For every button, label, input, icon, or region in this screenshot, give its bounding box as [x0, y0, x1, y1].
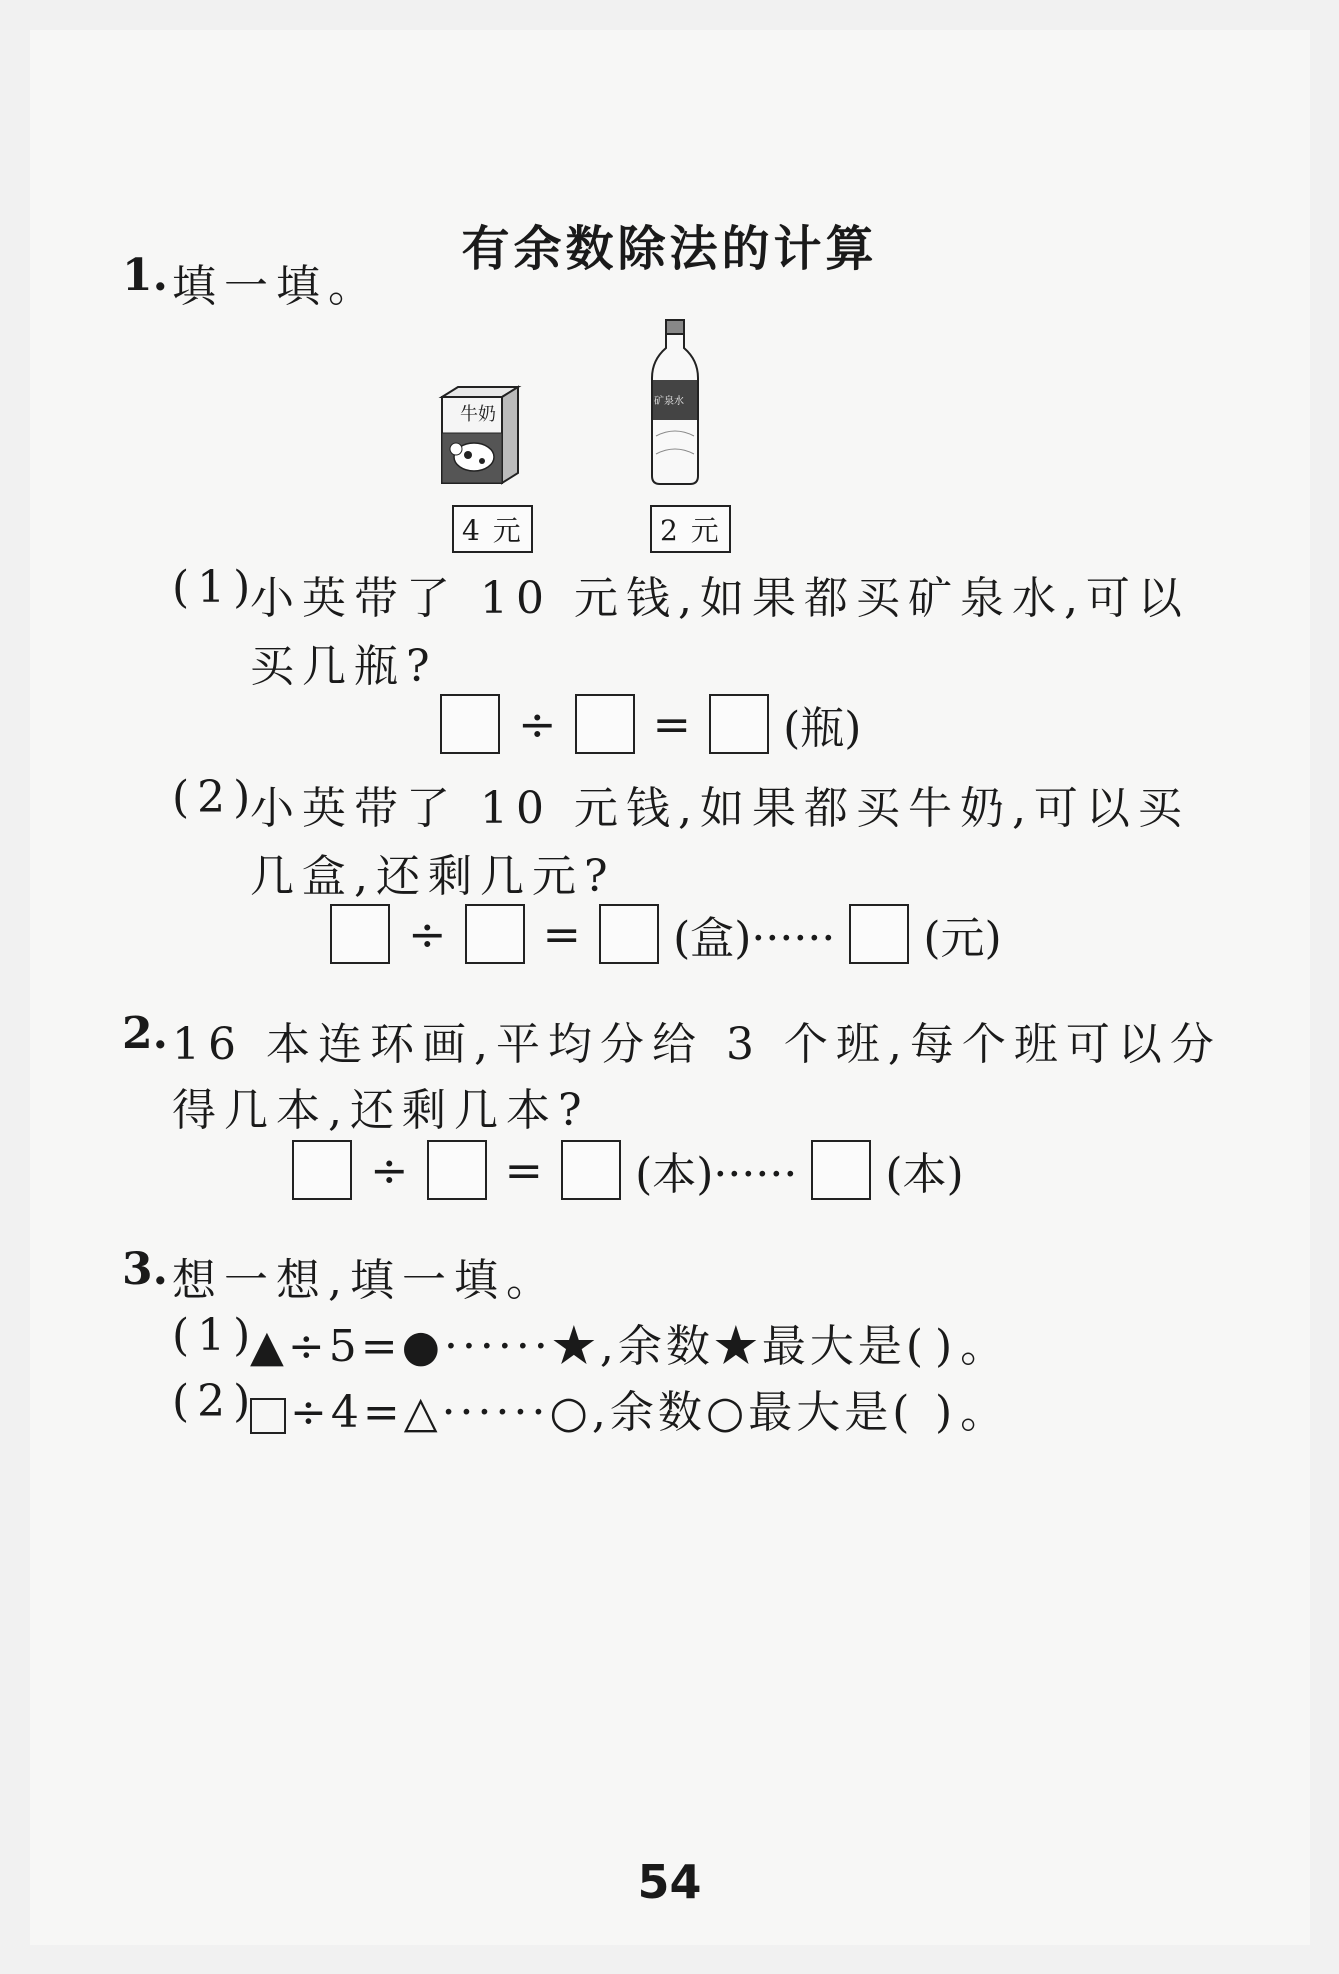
q3-sub2-line	[250, 1376, 913, 1440]
milk-price: 4 元	[452, 505, 533, 553]
equals-sign: =	[652, 697, 692, 751]
answer-box[interactable]	[427, 1140, 487, 1200]
q1-sub1-equation	[440, 692, 861, 756]
unit-label: (元)	[923, 913, 1002, 964]
q1-sub1-line1: 小英带了 10 元钱,如果都买矿泉水,可以	[250, 573, 1190, 624]
q1-sub1-num: (1)	[172, 562, 259, 613]
water-price: 2 元	[650, 505, 731, 553]
q1-sub2-line1: 小英带了 10 元钱,如果都买牛奶,可以买	[250, 783, 1190, 834]
answer-box[interactable]	[465, 904, 525, 964]
q3-number: 3.	[122, 1244, 168, 1295]
unit-label: (瓶)	[783, 703, 862, 754]
unit-label: (本)······	[635, 1149, 798, 1200]
answer-box[interactable]	[330, 904, 390, 964]
answer-box[interactable]	[599, 904, 659, 964]
answer-box[interactable]	[709, 694, 769, 754]
answer-box[interactable]	[561, 1140, 621, 1200]
q2-line1: 16 本连环画,平均分给 3 个班,每个班可以分	[172, 1019, 1222, 1070]
water-label: 矿泉水	[654, 396, 684, 407]
divide-sign: ÷	[408, 907, 447, 961]
q1-sub1-line2: 买几瓶?	[250, 641, 438, 692]
milk-label: 牛奶	[460, 404, 496, 425]
q3-sub2-text: ÷4=△······○,余数○最大是(	[290, 1387, 914, 1438]
divide-sign: ÷	[518, 697, 557, 751]
q3-sub1-close: )。	[935, 1321, 1013, 1372]
unit-label: (本)	[885, 1149, 964, 1200]
answer-box[interactable]	[849, 904, 909, 964]
page-number: 54	[637, 1855, 702, 1909]
answer-box[interactable]	[811, 1140, 871, 1200]
q3-sub2-close: )。	[935, 1387, 1013, 1438]
unit-label: (盒)······	[673, 913, 836, 964]
q3-sub1-text: ▲÷5=●······★,余数★最大是(	[250, 1321, 928, 1372]
answer-box[interactable]	[292, 1140, 352, 1200]
q1-sub2-equation	[330, 902, 1002, 966]
q3-sub1-num: (1)	[172, 1310, 259, 1361]
square-symbol	[250, 1398, 286, 1434]
answer-box[interactable]	[440, 694, 500, 754]
q3-sub2-num: (2)	[172, 1376, 259, 1427]
equals-sign: =	[542, 907, 582, 961]
equals-sign: =	[504, 1143, 544, 1197]
q2-line2: 得几本,还剩几本?	[172, 1085, 590, 1136]
q3-heading: 想一想,填一填。	[172, 1255, 558, 1306]
divide-sign: ÷	[370, 1143, 409, 1197]
q2-equation	[292, 1138, 964, 1202]
answer-box[interactable]	[575, 694, 635, 754]
q1-heading: 填一填。	[172, 261, 380, 312]
q1-number: 1.	[122, 250, 168, 301]
page-title: 有余数除法的计算	[461, 221, 878, 277]
q1-sub2-num: (2)	[172, 772, 259, 823]
q2-number: 2.	[122, 1008, 168, 1059]
q1-sub2-line2: 几盒,还剩几元?	[250, 851, 616, 902]
